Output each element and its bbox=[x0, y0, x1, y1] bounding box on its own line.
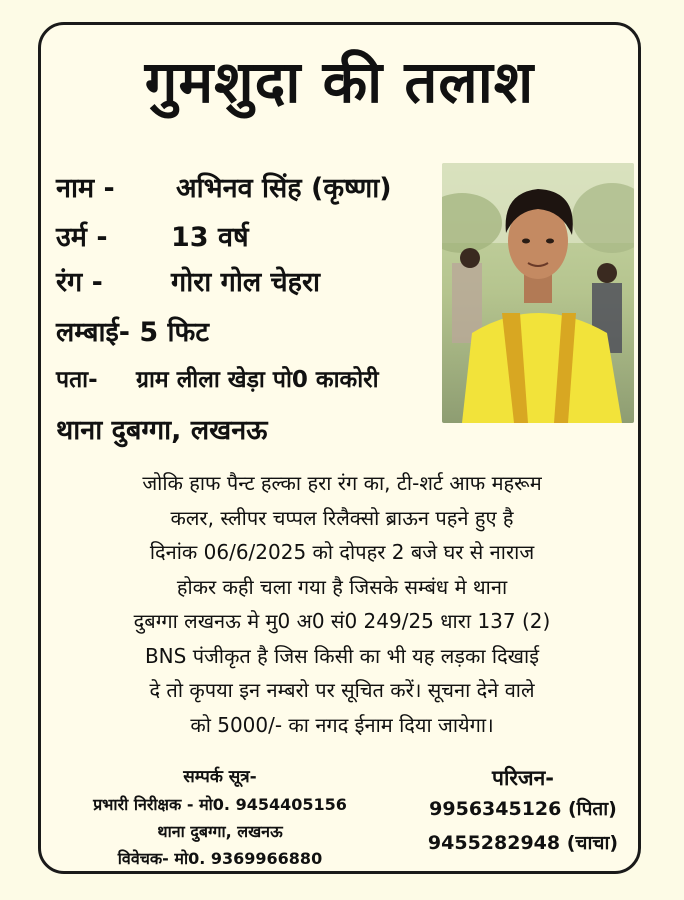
boy-portrait-icon bbox=[442, 163, 634, 423]
description-line: जोकि हाफ पैन्ट हल्का हरा रंग का, टी-शर्ट आफ महरूम bbox=[142, 471, 542, 495]
inspector-phone: प्रभारी निरीक्षक - मो0. 9454405156 bbox=[93, 795, 347, 814]
poster-title: गुमशुदा की तलाश bbox=[144, 48, 535, 116]
description-line: होकर कही चला गया है जिसके सम्बंध मे थाना bbox=[176, 574, 508, 599]
name-label: नाम - bbox=[56, 173, 115, 204]
description-line: दे तो कृपया इन नम्बरो पर सूचित करें। सूचना देने वाले bbox=[149, 678, 535, 702]
description-line: BNS पंजीकृत है जिस किसी का भी यह लड़का दिखाई bbox=[144, 643, 540, 668]
name-row bbox=[56, 168, 392, 205]
address-label: पता- bbox=[56, 367, 98, 393]
father-phone: 9956345126 (पिता) bbox=[429, 798, 617, 820]
complexion-label: रंग - bbox=[56, 267, 103, 298]
height-row bbox=[56, 312, 209, 349]
family-heading: परिजन- bbox=[492, 766, 554, 790]
height-value: 5 फिट bbox=[139, 317, 209, 348]
description-line: कलर, स्लीपर चप्पल रिलैक्सो ब्राऊन पहने हुए है bbox=[170, 505, 514, 530]
height-label: लम्बाई- bbox=[56, 317, 130, 348]
contact-station: थाना दुबग्गा, लखनऊ bbox=[157, 822, 283, 841]
description-line: दिनांक 06/6/2025 को दोपहर 2 बजे घर से नाराज bbox=[149, 540, 535, 564]
missing-person-photo bbox=[442, 163, 634, 423]
police-station: थाना दुबग्गा, लखनऊ bbox=[56, 415, 268, 446]
age-row bbox=[56, 217, 249, 254]
address-value: ग्राम लीला खेड़ा पो0 काकोरी bbox=[136, 367, 379, 393]
description-line: दुबग्गा लखनऊ मे मु0 अ0 सं0 249/25 धारा 137 (2) bbox=[133, 609, 551, 633]
contact-heading: सम्पर्क सूत्र- bbox=[183, 767, 257, 787]
name-value: अभिनव सिंह (कृष्णा) bbox=[176, 173, 392, 204]
poster-border bbox=[38, 22, 641, 874]
uncle-phone: 9455282948 (चाचा) bbox=[427, 832, 619, 854]
age-value: 13 वर्ष bbox=[171, 222, 249, 253]
age-label: उर्म - bbox=[56, 222, 108, 253]
address-row bbox=[56, 362, 379, 394]
complexion-value: गोरा गोल चेहरा bbox=[171, 267, 321, 298]
description-line: को 5000/- का नगद ईनाम दिया जायेगा। bbox=[190, 712, 494, 737]
description-paragraph bbox=[52, 466, 632, 742]
contact-section bbox=[50, 764, 390, 872]
family-section bbox=[418, 764, 628, 860]
complexion-row bbox=[56, 262, 320, 299]
investigator-phone: विवेचक- मो0. 9369966880 bbox=[117, 849, 323, 868]
